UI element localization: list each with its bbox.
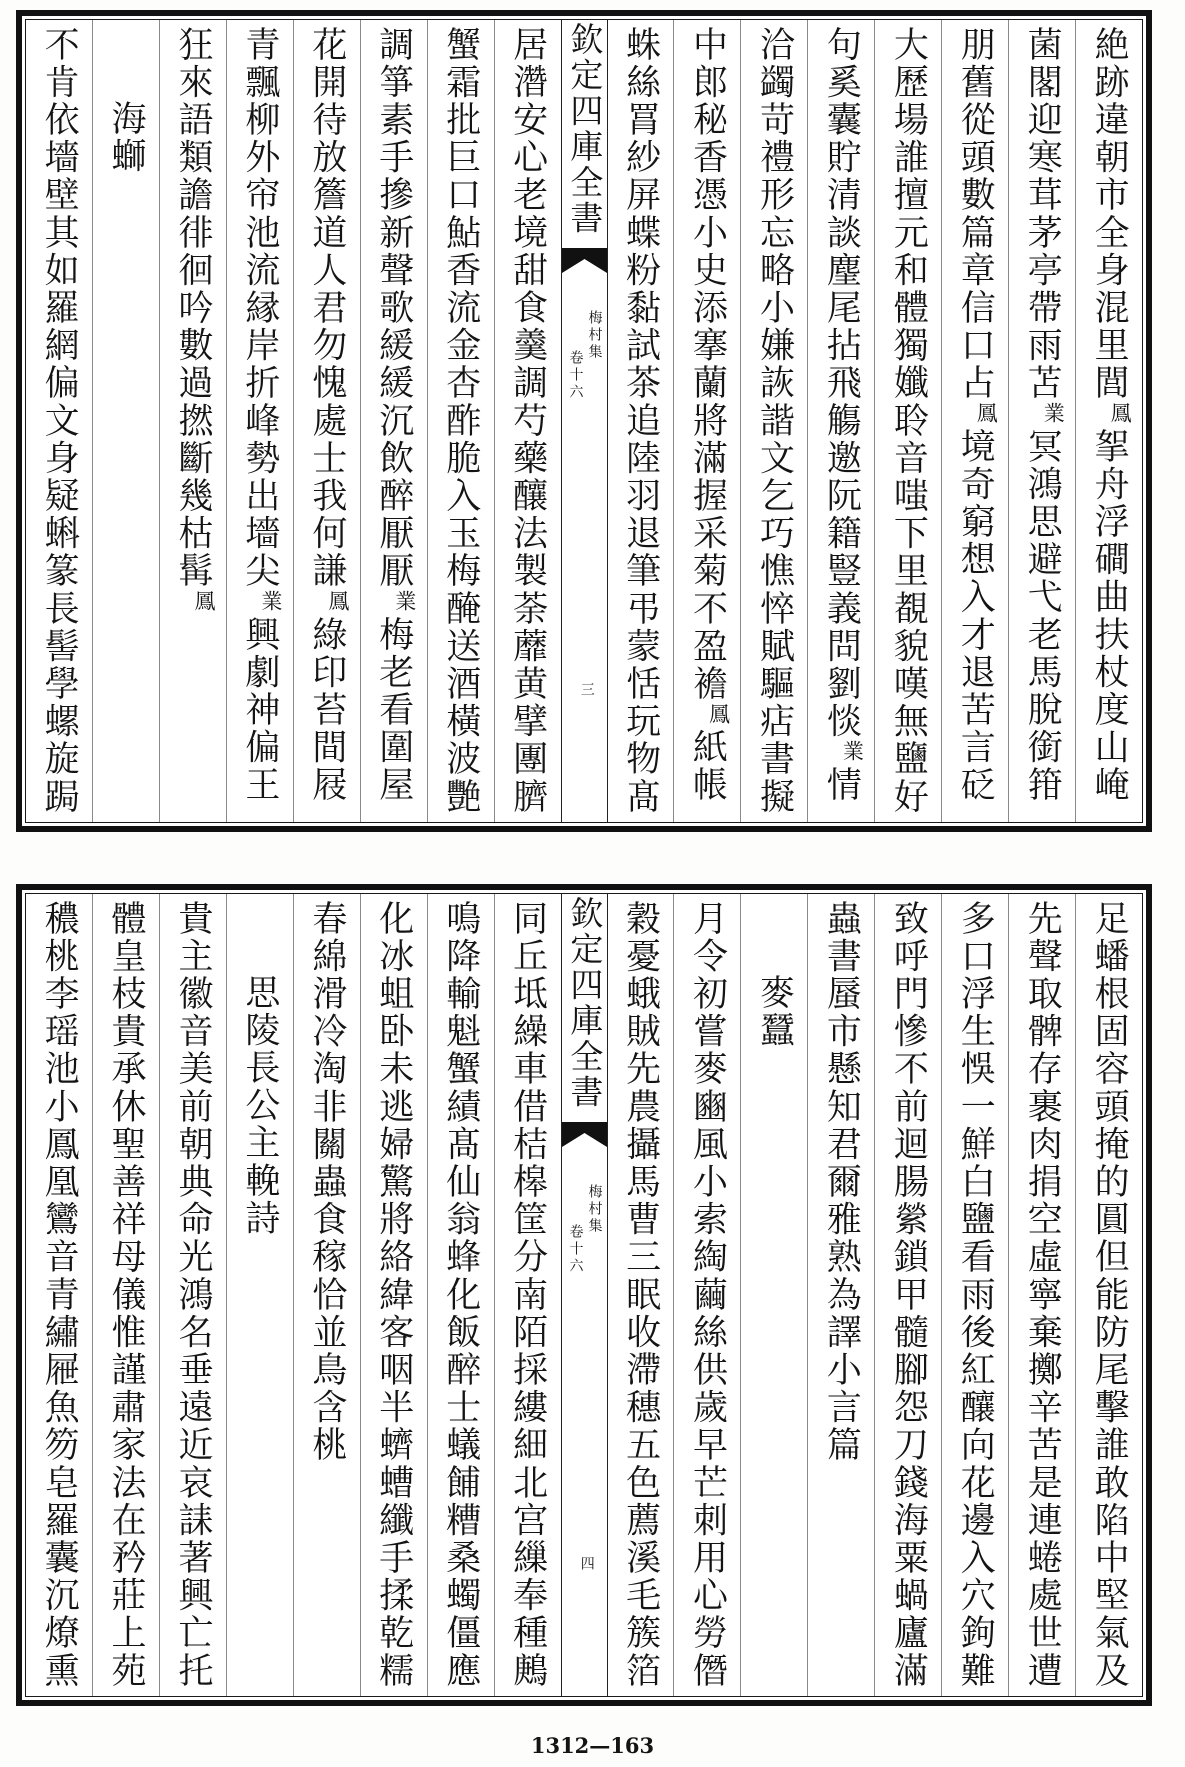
verse-text: 蟹霜批巨口鮎香流金杏酢脆入玉梅醃送酒橫波艷	[440, 26, 481, 816]
text-column	[1008, 894, 1075, 1696]
margin-collection-title: 梅村集	[586, 310, 603, 361]
column-text	[440, 894, 480, 1696]
author-mark: 鳳	[706, 702, 731, 729]
verse-text: 狂來語類譫徘徊吟數過撚斷幾枯髯	[172, 26, 213, 590]
poem-title: 海螄	[106, 100, 147, 176]
verse-text: 居濳安心老境甜食羹調芍藥釀法製荼蘼黄擘團臍	[507, 26, 548, 816]
verse-text: 興劇神偏王	[239, 616, 280, 804]
text-column	[427, 894, 494, 1696]
verse-text: 致呼門慘不前迴腸縈鎖甲髓腳怨刀錢海粟蝸廬滿	[888, 900, 929, 1690]
text-column	[360, 20, 427, 822]
text-column	[1075, 894, 1142, 1696]
author-mark: 鳳	[191, 590, 216, 616]
verse-text: 紙帳	[687, 728, 728, 805]
verse-text: 化冰蛆卧未逃婦驚將絡緯客咽半蠐螬纖手揉乾糯	[373, 900, 414, 1690]
verse-text: 穀憂蛾賊先農攝馬曹三眠收滯穗五色薦溪毛簇箔	[620, 900, 661, 1690]
author-mark: 鳳	[325, 590, 350, 616]
column-text	[440, 20, 480, 822]
verse-text: 句奚囊貯清談麈尾拈飛觴邀阮籍豎義問劉惔	[821, 26, 862, 741]
author-mark: 鳳	[1108, 402, 1133, 428]
poem-title: 麥蠶	[754, 974, 795, 1050]
text-column	[159, 20, 226, 822]
verse-text: 中郎秘香憑小史添搴蘭將滿握采菊不盈襜	[687, 26, 728, 703]
verse-text: 境奇窮想入才退苦言砭	[955, 428, 996, 804]
text-column	[494, 894, 561, 1696]
verse-text: 洽蠲苛禮形忘略小嫌詼諧文乞巧憔悴賦驅痁書擬	[754, 26, 795, 816]
margin-collection-title: 梅村集	[586, 1184, 603, 1235]
margin-volume: 卷十六	[567, 350, 584, 401]
text-column	[1075, 20, 1142, 822]
column-text	[306, 20, 350, 822]
margin-page-number: 三	[578, 682, 595, 699]
column-text	[1089, 20, 1133, 822]
verse-text: 先聲取髀存裹肉捐空虛寧棄擲辛苦是連蜷處世遭	[1022, 900, 1063, 1690]
verse-text: 菌閣迎寒茸茅亭帶雨苫	[1022, 26, 1063, 402]
column-text	[821, 894, 861, 1696]
author-mark: 業	[1041, 402, 1066, 428]
column-text	[687, 20, 731, 822]
column-text	[507, 894, 547, 1696]
margin-page-number: 四	[578, 1556, 595, 1573]
text-column	[427, 20, 494, 822]
author-mark: 鳳	[974, 402, 999, 428]
column-text	[39, 894, 79, 1696]
column-text	[1022, 894, 1062, 1696]
title-column	[226, 894, 293, 1696]
verse-text: 冥鴻思避弋老馬脫銜箝	[1022, 428, 1063, 804]
column-text	[39, 20, 79, 822]
margin-book-title: 欽定四庫全書	[565, 896, 605, 1111]
text-column	[807, 894, 874, 1696]
column-text	[374, 894, 414, 1696]
text-column	[874, 20, 941, 822]
column-text	[687, 894, 727, 1696]
column-text	[1022, 20, 1066, 822]
verse-text: 同丘坻繰車借桔槔筐分南陌採縷細北宫繅奉種鶊	[507, 900, 548, 1690]
text-column	[941, 20, 1008, 822]
verse-text: 絶跡違朝市全身混里閭	[1089, 26, 1130, 402]
column-text	[106, 894, 146, 1696]
column-text	[888, 894, 928, 1696]
verse-text: 朋舊從頭數篇章信口占	[955, 26, 996, 402]
column-text	[754, 20, 794, 822]
text-column	[494, 20, 561, 822]
verse-text: 青飄柳外帘池流縁岸折峰勢出墻尖	[239, 26, 280, 590]
verse-text: 蟲書蜃市懸知君爾雅熟為譯小言篇	[821, 900, 862, 1464]
center-margin	[561, 20, 607, 822]
margin-volume: 卷十六	[567, 1224, 584, 1275]
verse-text: 穠桃李瑶池小鳳凰鸞音青繡屜魚笏皂羅囊沉燎熏	[39, 900, 80, 1690]
text-column	[673, 894, 740, 1696]
text-column	[293, 894, 360, 1696]
column-text	[173, 894, 213, 1696]
fishtail-mark	[562, 246, 607, 276]
verse-text: 貴主徽音美前朝典命光鴻名垂遠近哀誄著興亡托	[172, 900, 213, 1690]
author-mark: 業	[258, 590, 283, 616]
column-text	[373, 20, 417, 822]
upper-page	[16, 10, 1152, 832]
verse-text: 調箏素手摻新聲歌緩緩沉飲醉厭厭	[373, 26, 414, 590]
poem-title: 思陵長公主輓詩	[239, 974, 280, 1238]
verse-text: 多口浮生悞一鮮白鹽看雨後紅釀向花邊入穴鉤難	[955, 900, 996, 1690]
text-column	[740, 20, 807, 822]
text-column	[226, 20, 293, 822]
text-column	[941, 894, 1008, 1696]
verse-text: 大歷場誰擅元和體獨孅聆音嗤下里覩貌嘆無鹽好	[888, 26, 929, 816]
column-text	[888, 20, 928, 822]
verse-text: 不肯依墻壁其如羅網偏文身疑蝌篆長髻學螺旋跼	[39, 26, 80, 816]
verse-text: 鳴降輸魁蟹績髙仙翁蜂化飯醉士蟻餔糟桑蠋僵應	[440, 900, 481, 1690]
column-text	[821, 20, 865, 822]
verse-text: 體皇枝貴承休聖善祥母儀惟謹肅家法在矜莊上苑	[106, 900, 147, 1690]
verse-text: 花開待放簷道人君勿愧處士我何謙	[306, 26, 347, 590]
title-column	[740, 894, 807, 1696]
column-text	[955, 20, 999, 822]
page-frame	[25, 19, 1143, 823]
column-text	[955, 894, 995, 1696]
page-code: 1312—163	[530, 1733, 655, 1758]
text-column	[92, 894, 159, 1696]
column-text	[507, 20, 547, 822]
author-mark: 業	[840, 740, 865, 767]
verse-text: 綠印苔間屐	[306, 616, 347, 804]
verse-text: 足蟠根固容頭掩的圓但能防尾擊誰敢陷中堅氣及	[1089, 900, 1130, 1690]
verse-text: 蛛絲罥紗屏蝶粉黏試茶追陸羽退筆弔蒙恬玩物髙	[620, 26, 661, 816]
lower-page	[16, 884, 1152, 1706]
column-text	[620, 894, 660, 1696]
column-text	[1089, 894, 1129, 1696]
verse-text: 挐舟浮磵曲扶杖度山崦	[1089, 428, 1130, 804]
verse-text: 梅老看圍屋	[373, 616, 414, 804]
title-column	[92, 20, 159, 822]
text-column	[26, 894, 92, 1696]
column-text	[620, 20, 660, 822]
text-column	[26, 20, 92, 822]
text-column	[607, 20, 674, 822]
text-column	[293, 20, 360, 822]
text-column	[159, 894, 226, 1696]
text-column	[874, 894, 941, 1696]
verse-text: 春綿滑冷淘非關蟲食稼恰並鳥含桃	[306, 900, 347, 1464]
column-text	[307, 894, 347, 1696]
text-column	[807, 20, 874, 822]
column-text	[172, 20, 216, 822]
text-column	[1008, 20, 1075, 822]
text-column	[607, 894, 674, 1696]
margin-book-title: 欽定四庫全書	[565, 22, 605, 237]
column-text	[239, 20, 283, 822]
text-column	[360, 894, 427, 1696]
fishtail-mark	[562, 1120, 607, 1150]
verse-text: 月令初嘗麥豳風小索綯繭絲供歲早芒刺用心勞僭	[687, 900, 728, 1690]
verse-text: 情	[821, 766, 862, 805]
page-frame	[25, 893, 1143, 1697]
text-column	[673, 20, 740, 822]
author-mark: 業	[392, 590, 417, 616]
center-margin	[561, 894, 607, 1696]
